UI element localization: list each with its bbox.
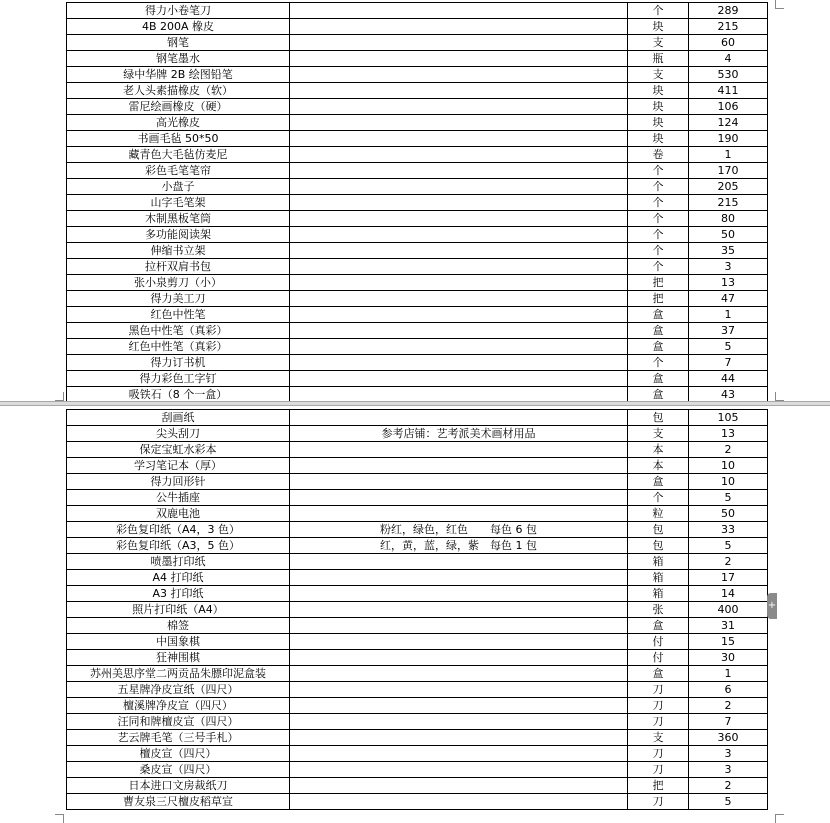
table-row	[67, 67, 768, 83]
item-name-cell: 彩色复印纸（A3，5 色）	[67, 538, 290, 554]
item-name-cell: 双鹿电池	[67, 506, 290, 522]
quantity-cell: 106	[689, 99, 768, 115]
quantity-cell: 10	[689, 474, 768, 490]
unit-cell: 瓶	[628, 51, 689, 67]
table-row	[67, 259, 768, 275]
table-row	[67, 538, 768, 554]
supply-table-page-2	[66, 409, 768, 810]
table-row	[67, 410, 768, 426]
item-name-cell: 日本进口文房裁纸刀	[67, 778, 290, 794]
note-cell	[290, 586, 628, 602]
item-name-cell: 吸铁石（8 个一盒）	[67, 387, 290, 403]
note-cell	[290, 35, 628, 51]
table-row	[67, 634, 768, 650]
note-cell	[290, 682, 628, 698]
unit-cell: 块	[628, 115, 689, 131]
unit-cell: 个	[628, 355, 689, 371]
unit-cell: 块	[628, 19, 689, 35]
quantity-cell: 6	[689, 682, 768, 698]
note-cell	[290, 666, 628, 682]
unit-cell: 个	[628, 243, 689, 259]
item-name-cell: 学习笔记本（厚）	[67, 458, 290, 474]
note-cell	[290, 442, 628, 458]
item-name-cell: 喷墨打印纸	[67, 554, 290, 570]
item-name-cell: 艺云牌毛笔（三号手札）	[67, 730, 290, 746]
document-page-1	[0, 0, 830, 401]
unit-cell: 刀	[628, 794, 689, 810]
table-row	[67, 355, 768, 371]
item-name-cell: 得力彩色工字钉	[67, 371, 290, 387]
table-row	[67, 474, 768, 490]
item-name-cell: 苏州美思序堂二两贡品朱膘印泥盒装	[67, 666, 290, 682]
item-name-cell: 保定宝虹水彩本	[67, 442, 290, 458]
item-name-cell: 五星牌净皮宣纸（四尺）	[67, 682, 290, 698]
note-cell	[290, 634, 628, 650]
table-row	[67, 442, 768, 458]
unit-cell: 把	[628, 778, 689, 794]
unit-cell: 箱	[628, 554, 689, 570]
unit-cell: 个	[628, 259, 689, 275]
quantity-cell: 400	[689, 602, 768, 618]
quantity-cell: 7	[689, 714, 768, 730]
note-cell	[290, 371, 628, 387]
note-cell	[290, 730, 628, 746]
unit-cell: 个	[628, 490, 689, 506]
note-cell	[290, 115, 628, 131]
table-row	[67, 490, 768, 506]
quantity-cell: 5	[689, 538, 768, 554]
table-row	[67, 570, 768, 586]
quantity-cell: 50	[689, 227, 768, 243]
quantity-cell: 4	[689, 51, 768, 67]
unit-cell: 支	[628, 730, 689, 746]
item-name-cell: 照片打印纸（A4）	[67, 602, 290, 618]
quantity-cell: 10	[689, 458, 768, 474]
quantity-cell: 5	[689, 794, 768, 810]
table-row	[67, 506, 768, 522]
item-name-cell: 书画毛毡 50*50	[67, 131, 290, 147]
note-cell	[290, 243, 628, 259]
unit-cell: 盒	[628, 666, 689, 682]
item-name-cell: 得力订书机	[67, 355, 290, 371]
quantity-cell: 47	[689, 291, 768, 307]
quantity-cell: 15	[689, 634, 768, 650]
note-cell	[290, 227, 628, 243]
quantity-cell: 33	[689, 522, 768, 538]
quantity-cell: 2	[689, 698, 768, 714]
unit-cell: 刀	[628, 746, 689, 762]
item-name-cell: A3 打印纸	[67, 586, 290, 602]
quantity-cell: 30	[689, 650, 768, 666]
note-cell	[290, 323, 628, 339]
table-row	[67, 291, 768, 307]
note-cell	[290, 650, 628, 666]
quantity-cell: 289	[689, 3, 768, 19]
quantity-cell: 2	[689, 554, 768, 570]
note-cell	[290, 554, 628, 570]
quantity-cell: 80	[689, 211, 768, 227]
note-cell	[290, 355, 628, 371]
quantity-cell: 14	[689, 586, 768, 602]
note-cell	[290, 259, 628, 275]
unit-cell: 支	[628, 426, 689, 442]
table-row	[67, 19, 768, 35]
note-cell	[290, 339, 628, 355]
item-name-cell: 高光橡皮	[67, 115, 290, 131]
table-row	[67, 323, 768, 339]
quantity-cell: 105	[689, 410, 768, 426]
unit-cell: 付	[628, 634, 689, 650]
quantity-cell: 360	[689, 730, 768, 746]
unit-cell: 块	[628, 131, 689, 147]
quantity-cell: 411	[689, 83, 768, 99]
item-name-cell: 绿中华牌 2B 绘图铅笔	[67, 67, 290, 83]
unit-cell: 包	[628, 538, 689, 554]
unit-cell: 付	[628, 650, 689, 666]
table-row	[67, 275, 768, 291]
unit-cell: 本	[628, 458, 689, 474]
item-name-cell: 汪同和牌檀皮宣（四尺）	[67, 714, 290, 730]
quantity-cell: 31	[689, 618, 768, 634]
page-corner-mark	[55, 392, 64, 401]
unit-cell: 刀	[628, 682, 689, 698]
item-name-cell: 公牛插座	[67, 490, 290, 506]
page-corner-mark	[55, 814, 64, 823]
unit-cell: 个	[628, 179, 689, 195]
item-name-cell: 檀皮宣（四尺）	[67, 746, 290, 762]
item-name-cell: 狂神围棋	[67, 650, 290, 666]
unit-cell: 张	[628, 602, 689, 618]
item-name-cell: 雷尼绘画橡皮（硬）	[67, 99, 290, 115]
quantity-cell: 215	[689, 19, 768, 35]
unit-cell: 把	[628, 275, 689, 291]
unit-cell: 箱	[628, 586, 689, 602]
unit-cell: 刀	[628, 714, 689, 730]
unit-cell: 盒	[628, 323, 689, 339]
table-row	[67, 195, 768, 211]
unit-cell: 支	[628, 67, 689, 83]
unit-cell: 包	[628, 522, 689, 538]
note-cell	[290, 618, 628, 634]
table-row	[67, 746, 768, 762]
table-row	[67, 794, 768, 810]
note-cell	[290, 131, 628, 147]
item-name-cell: 拉杆双肩书包	[67, 259, 290, 275]
note-cell	[290, 99, 628, 115]
note-cell	[290, 570, 628, 586]
note-cell	[290, 67, 628, 83]
quantity-cell: 3	[689, 762, 768, 778]
table-row	[67, 682, 768, 698]
unit-cell: 个	[628, 211, 689, 227]
note-cell	[290, 147, 628, 163]
item-name-cell: 得力美工刀	[67, 291, 290, 307]
table-row	[67, 339, 768, 355]
item-name-cell: 刮画纸	[67, 410, 290, 426]
quantity-cell: 3	[689, 259, 768, 275]
unit-cell: 包	[628, 410, 689, 426]
note-cell	[290, 291, 628, 307]
unit-cell: 刀	[628, 762, 689, 778]
table-row	[67, 83, 768, 99]
item-name-cell: 小盘子	[67, 179, 290, 195]
item-name-cell: 老人头素描橡皮（软）	[67, 83, 290, 99]
quantity-cell: 50	[689, 506, 768, 522]
quantity-cell: 1	[689, 307, 768, 323]
table-row	[67, 730, 768, 746]
unit-cell: 盒	[628, 371, 689, 387]
unit-cell: 本	[628, 442, 689, 458]
unit-cell: 刀	[628, 698, 689, 714]
quantity-cell: 1	[689, 666, 768, 682]
unit-cell: 个	[628, 195, 689, 211]
document-page-2	[0, 406, 830, 807]
item-name-cell: 彩色毛笔笔帘	[67, 163, 290, 179]
note-cell	[290, 163, 628, 179]
quantity-cell: 37	[689, 323, 768, 339]
item-name-cell: 红色中性笔（真彩）	[67, 339, 290, 355]
quantity-cell: 43	[689, 387, 768, 403]
unit-cell: 盒	[628, 339, 689, 355]
quantity-cell: 124	[689, 115, 768, 131]
note-cell	[290, 458, 628, 474]
item-name-cell: 桑皮宣（四尺）	[67, 762, 290, 778]
table-row	[67, 618, 768, 634]
unit-cell: 个	[628, 227, 689, 243]
table-row	[67, 666, 768, 682]
quantity-cell: 3	[689, 746, 768, 762]
item-name-cell: 曹友泉三尺檀皮稻草宣	[67, 794, 290, 810]
note-cell	[290, 778, 628, 794]
note-cell	[290, 3, 628, 19]
table-row	[67, 35, 768, 51]
item-name-cell: 伸缩书立架	[67, 243, 290, 259]
table-row	[67, 211, 768, 227]
table-row	[67, 3, 768, 19]
unit-cell: 支	[628, 35, 689, 51]
note-cell	[290, 19, 628, 35]
note-cell	[290, 410, 628, 426]
quantity-cell: 530	[689, 67, 768, 83]
quantity-cell: 35	[689, 243, 768, 259]
note-cell	[290, 474, 628, 490]
item-name-cell: 红色中性笔	[67, 307, 290, 323]
unit-cell: 盒	[628, 618, 689, 634]
note-cell: 粉红，绿色，红色 每色 6 包	[290, 522, 628, 538]
note-cell	[290, 762, 628, 778]
quantity-cell: 13	[689, 275, 768, 291]
table-row	[67, 51, 768, 67]
note-cell: 参考店铺：艺考派美术画材用品	[290, 426, 628, 442]
note-cell	[290, 490, 628, 506]
quantity-cell: 44	[689, 371, 768, 387]
note-cell	[290, 602, 628, 618]
table-row	[67, 371, 768, 387]
unit-cell: 把	[628, 291, 689, 307]
quantity-cell: 13	[689, 426, 768, 442]
item-name-cell: 4B 200A 橡皮	[67, 19, 290, 35]
table-row	[67, 698, 768, 714]
table-row	[67, 99, 768, 115]
unit-cell: 块	[628, 99, 689, 115]
item-name-cell: 黑色中性笔（真彩）	[67, 323, 290, 339]
item-name-cell: 钢笔墨水	[67, 51, 290, 67]
table-row	[67, 458, 768, 474]
quantity-cell: 5	[689, 490, 768, 506]
table-row	[67, 163, 768, 179]
page-corner-mark	[775, 392, 784, 401]
quantity-cell: 2	[689, 442, 768, 458]
quantity-cell: 7	[689, 355, 768, 371]
item-name-cell: 多功能阅读架	[67, 227, 290, 243]
quantity-cell: 60	[689, 35, 768, 51]
table-row	[67, 131, 768, 147]
item-name-cell: 木制黑板笔筒	[67, 211, 290, 227]
quantity-cell: 190	[689, 131, 768, 147]
note-cell	[290, 51, 628, 67]
note-cell	[290, 506, 628, 522]
item-name-cell: 张小泉剪刀（小）	[67, 275, 290, 291]
table-row	[67, 227, 768, 243]
note-cell	[290, 275, 628, 291]
quantity-cell: 5	[689, 339, 768, 355]
table-row	[67, 522, 768, 538]
table-row	[67, 147, 768, 163]
table-row	[67, 179, 768, 195]
unit-cell: 个	[628, 3, 689, 19]
table-row	[67, 778, 768, 794]
table-row	[67, 714, 768, 730]
plus-icon[interactable]: +	[767, 593, 777, 619]
note-cell	[290, 714, 628, 730]
note-cell	[290, 698, 628, 714]
note-cell	[290, 211, 628, 227]
quantity-cell: 17	[689, 570, 768, 586]
quantity-cell: 170	[689, 163, 768, 179]
table-row	[67, 243, 768, 259]
table-row	[67, 426, 768, 442]
unit-cell: 盒	[628, 387, 689, 403]
page-corner-mark	[775, 814, 784, 823]
table-row	[67, 762, 768, 778]
table-row	[67, 650, 768, 666]
item-name-cell: 檀溪牌净皮宣（四尺）	[67, 698, 290, 714]
item-name-cell: 中国象棋	[67, 634, 290, 650]
page-corner-mark	[775, 0, 784, 9]
note-cell	[290, 746, 628, 762]
item-name-cell: 藏青色大毛毡仿麦尼	[67, 147, 290, 163]
quantity-cell: 215	[689, 195, 768, 211]
item-name-cell: A4 打印纸	[67, 570, 290, 586]
item-name-cell: 得力回形针	[67, 474, 290, 490]
item-name-cell: 彩色复印纸（A4，3 色）	[67, 522, 290, 538]
table-row	[67, 554, 768, 570]
table-row	[67, 115, 768, 131]
unit-cell: 卷	[628, 147, 689, 163]
item-name-cell: 尖头刮刀	[67, 426, 290, 442]
item-name-cell: 棉签	[67, 618, 290, 634]
supply-table-page-1	[66, 2, 768, 403]
table-row	[67, 586, 768, 602]
note-cell: 红，黄，蓝，绿，紫 每色 1 包	[290, 538, 628, 554]
quantity-cell: 205	[689, 179, 768, 195]
unit-cell: 盒	[628, 307, 689, 323]
note-cell	[290, 179, 628, 195]
note-cell	[290, 83, 628, 99]
unit-cell: 个	[628, 163, 689, 179]
unit-cell: 箱	[628, 570, 689, 586]
unit-cell: 粒	[628, 506, 689, 522]
item-name-cell: 得力小卷笔刀	[67, 3, 290, 19]
note-cell	[290, 794, 628, 810]
item-name-cell: 山字毛笔架	[67, 195, 290, 211]
note-cell	[290, 195, 628, 211]
unit-cell: 盒	[628, 474, 689, 490]
table-row	[67, 307, 768, 323]
note-cell	[290, 307, 628, 323]
table-row	[67, 602, 768, 618]
quantity-cell: 1	[689, 147, 768, 163]
quantity-cell: 2	[689, 778, 768, 794]
item-name-cell: 钢笔	[67, 35, 290, 51]
unit-cell: 块	[628, 83, 689, 99]
